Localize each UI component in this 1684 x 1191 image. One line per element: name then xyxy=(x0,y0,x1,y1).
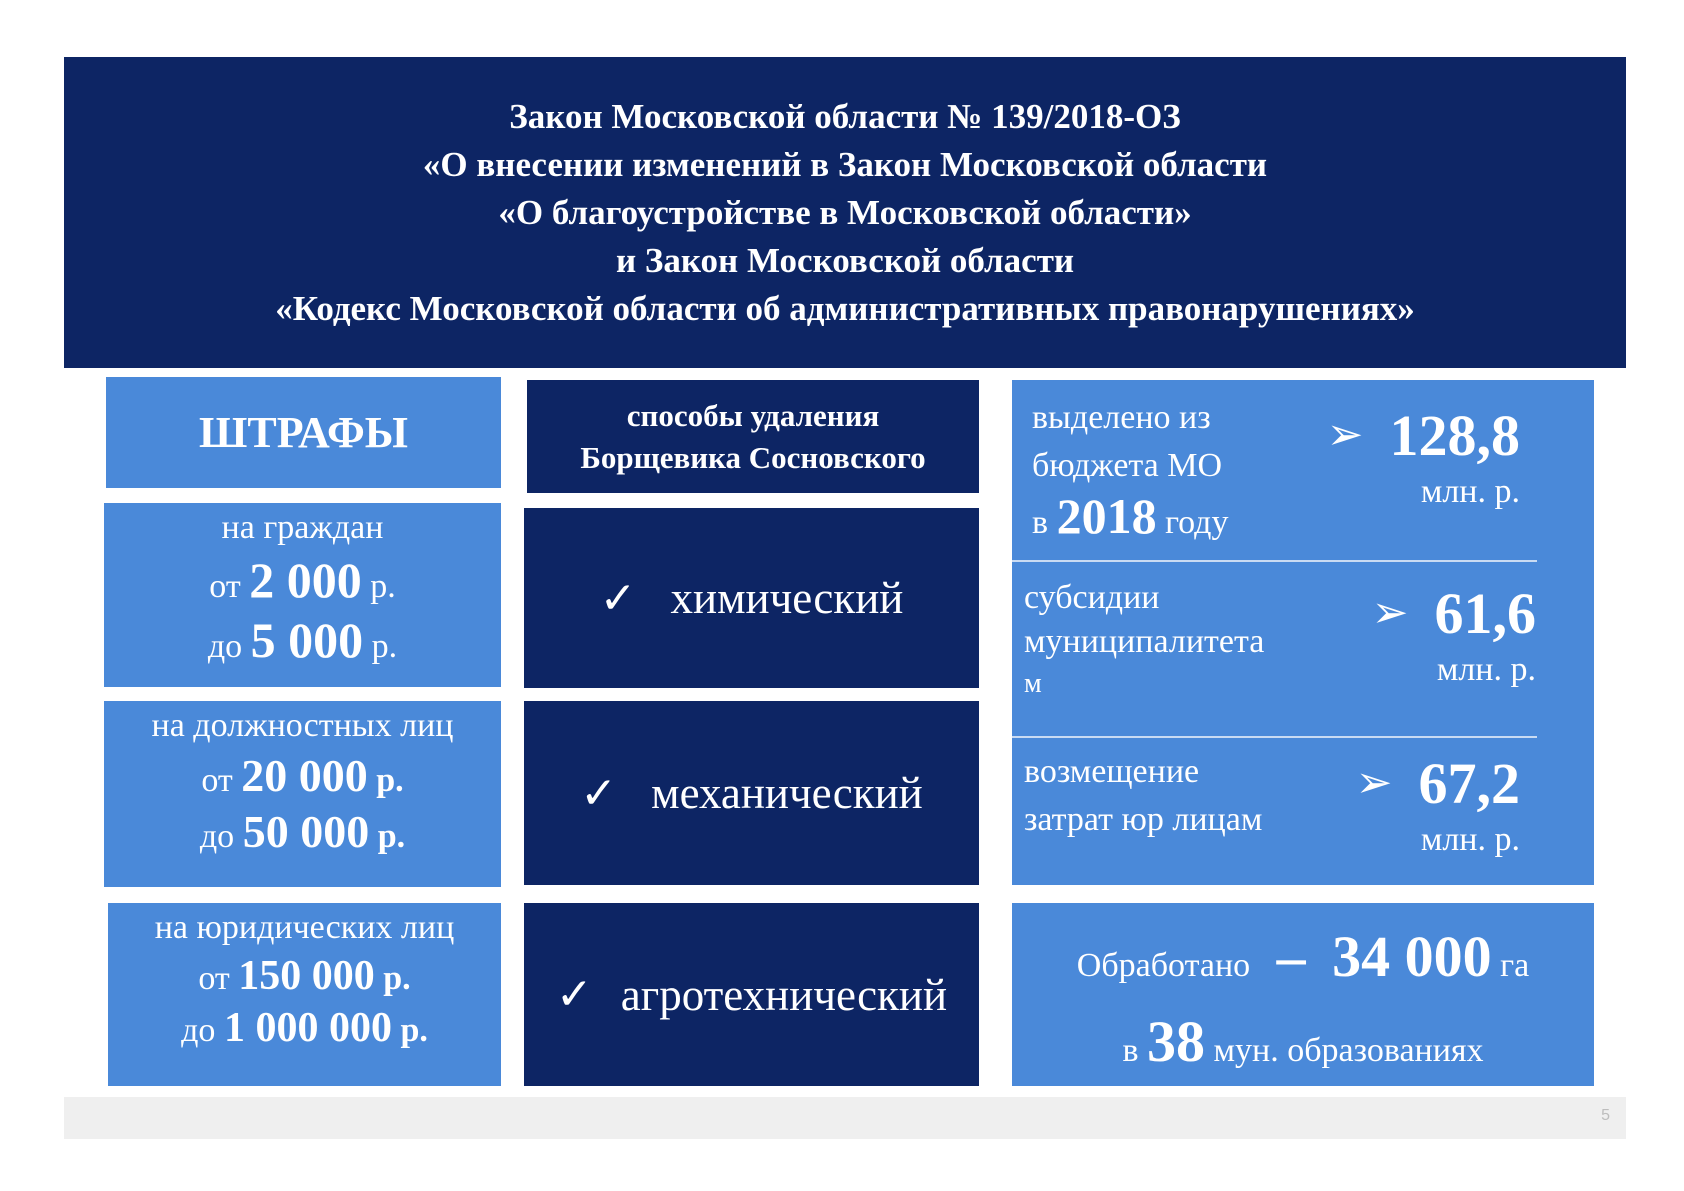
budget-subsidies-line-3: м xyxy=(1024,668,1042,699)
fines-title-box xyxy=(106,377,501,488)
budget-reimbursement-row xyxy=(1012,738,1594,885)
fine-from-prefix: от xyxy=(198,960,230,997)
fines-title: ШТРАФЫ xyxy=(199,408,408,457)
fine-category: на граждан xyxy=(221,509,384,546)
method-agrotechnical-box xyxy=(524,903,979,1086)
fine-from-prefix: от xyxy=(209,568,241,605)
processed-line-1 xyxy=(1012,923,1594,990)
arrow-icon: ➢ xyxy=(1326,409,1364,460)
method-label: агротехнический xyxy=(620,969,948,1020)
budget-subsidies-unit: млн. р. xyxy=(1436,651,1536,688)
budget-subsidies-label xyxy=(1024,576,1264,704)
fine-to-prefix: до xyxy=(207,628,243,665)
header-line-3: «О благоустройстве в Московской области» xyxy=(498,192,1192,232)
budget-subsidies-line-1: субсидии xyxy=(1024,579,1160,616)
fine-to-prefix: до xyxy=(181,1012,216,1049)
header-line-1: Закон Московской области № 139/2018-ОЗ xyxy=(509,96,1181,136)
header-line-5: «Кодекс Московской области об административных правонарушениях» xyxy=(275,288,1415,328)
budget-allocated-row xyxy=(1012,380,1594,560)
methods-title-line-2: Борщевика Сосновского xyxy=(580,439,926,475)
budget-reimbursement-unit: млн. р. xyxy=(1420,821,1520,858)
processed-box xyxy=(1012,903,1594,1086)
processed-area-unit: га xyxy=(1500,947,1530,984)
budget-allocated-line-1: выделено из xyxy=(1032,399,1211,436)
fine-to-prefix: до xyxy=(199,818,235,855)
fine-to-unit: р. xyxy=(377,818,406,855)
budget-allocated-year-line xyxy=(1032,488,1229,547)
year-prefix: в xyxy=(1032,504,1049,541)
method-label: химический xyxy=(670,573,904,623)
budget-subsidies-row xyxy=(1012,562,1594,736)
header-line-2: «О внесении изменений в Закон Московской области xyxy=(422,144,1268,184)
slide-header xyxy=(64,57,1626,368)
budget-allocated-line-2: бюджета МО xyxy=(1032,447,1223,484)
processed-dash: – xyxy=(1276,924,1306,989)
arrow-icon: ➢ xyxy=(1355,757,1393,808)
fine-from-row xyxy=(104,552,501,608)
budget-reimbursement-amount: 67,2 xyxy=(1418,751,1520,816)
budget-box xyxy=(1012,380,1594,885)
fine-to-row xyxy=(104,612,501,668)
budget-allocated-value xyxy=(1327,402,1520,511)
method-label: механический xyxy=(651,768,923,818)
header-line-4: и Закон Московской области xyxy=(615,240,1075,280)
budget-reimbursement-line-2: затрат юр лицам xyxy=(1024,801,1263,838)
fines-officials-box xyxy=(104,701,501,887)
budget-reimbursement-label xyxy=(1024,748,1262,844)
year-value: 2018 xyxy=(1056,488,1157,544)
fine-from-unit: р. xyxy=(383,960,411,997)
processed-area: 34 000 xyxy=(1332,924,1492,989)
fine-to-amount: 50 000 xyxy=(242,806,370,857)
fines-citizens-box xyxy=(104,503,501,687)
processed-count-suffix: мун. образованиях xyxy=(1213,1032,1484,1069)
fine-to-amount: 1 000 000 xyxy=(223,1005,392,1051)
checkmark-icon: ✓ xyxy=(555,969,593,1020)
fine-to-row xyxy=(108,1007,501,1049)
methods-title-box xyxy=(527,380,979,493)
fine-to-unit: р. xyxy=(400,1012,428,1049)
budget-allocated-label xyxy=(1032,394,1228,547)
fine-to-amount: 5 000 xyxy=(250,612,364,668)
arrow-icon: ➢ xyxy=(1371,587,1409,638)
method-chemical-box xyxy=(524,508,979,688)
fine-category: на должностных лиц xyxy=(151,707,454,744)
budget-subsidies-amount: 61,6 xyxy=(1434,581,1536,646)
processed-label: Обработано xyxy=(1076,947,1251,984)
fine-to-unit: р. xyxy=(371,628,398,665)
fine-from-amount: 2 000 xyxy=(249,552,362,608)
method-mechanical-box xyxy=(524,701,979,885)
budget-allocated-amount: 128,8 xyxy=(1389,403,1520,468)
fine-from-unit: р. xyxy=(370,568,396,605)
page-number: 5 xyxy=(1601,1107,1610,1124)
checkmark-icon: ✓ xyxy=(580,767,618,819)
budget-allocated-unit: млн. р. xyxy=(1420,473,1520,510)
processed-count: 38 xyxy=(1147,1009,1205,1074)
checkmark-icon: ✓ xyxy=(599,572,637,624)
fine-from-prefix: от xyxy=(201,762,233,799)
year-suffix: году xyxy=(1165,504,1229,541)
fine-to-row xyxy=(104,806,501,857)
fine-from-unit: р. xyxy=(376,762,404,799)
budget-subsidies-line-2: муниципалитета xyxy=(1024,623,1265,660)
fines-legal-entities-box xyxy=(108,903,501,1086)
fine-from-amount: 20 000 xyxy=(241,750,368,801)
processed-line-2 xyxy=(1012,1008,1594,1075)
processed-in-prefix: в xyxy=(1122,1032,1139,1069)
methods-title-line-1: способы удаления xyxy=(626,397,880,433)
slide-footer xyxy=(64,1097,1626,1139)
budget-reimbursement-value xyxy=(1356,750,1520,859)
budget-subsidies-value xyxy=(1372,580,1536,689)
fine-from-row xyxy=(108,955,501,997)
fine-category: на юридических лиц xyxy=(154,909,455,946)
fine-from-amount: 150 000 xyxy=(238,953,375,999)
fine-from-row xyxy=(104,750,501,801)
budget-reimbursement-line-1: возмещение xyxy=(1024,753,1200,790)
